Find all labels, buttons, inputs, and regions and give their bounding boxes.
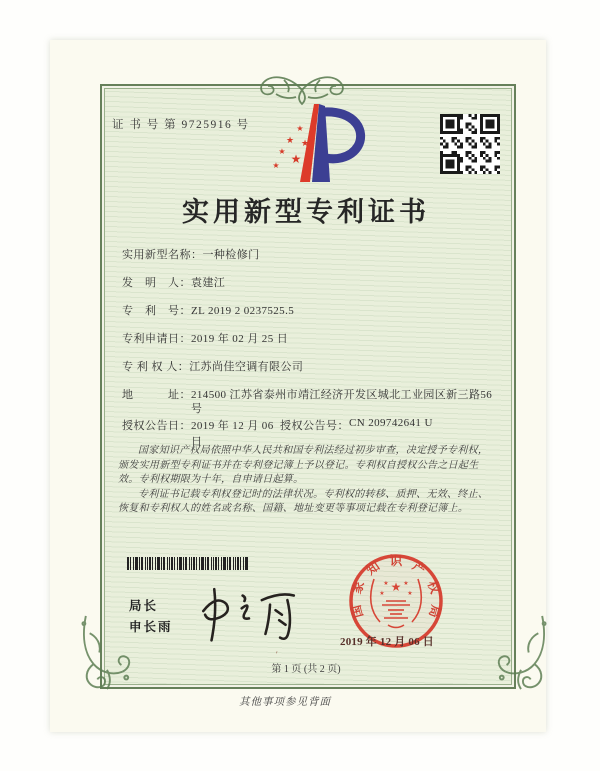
corner-ornament-left [78,614,136,691]
svg-text:★: ★ [300,139,310,149]
field-label: 发 明 人： [122,277,191,289]
seal-char: 权 [424,579,443,596]
grant-number-label: 授权公告号： [280,420,349,432]
page-number: 第 1 页 (共 2 页) [271,664,341,675]
field-row-filing-date [122,332,498,346]
svg-text:★: ★ [390,580,402,594]
cnipa-patent-logo-icon [260,98,370,190]
field-row-patentee [122,360,498,374]
field-value: 袁建江 [191,277,226,289]
corner-ornament-right [492,614,550,691]
page-mark: ′ [276,650,278,659]
seal-char: 产 [409,558,429,578]
signature [183,580,315,644]
field-value: 一种检修门 [202,249,260,261]
signer-name: 申长雨 [129,620,173,634]
field-value: 214500 江苏省泰州市靖江经济开发区城北工业园区新三路56号 [191,389,493,415]
grant-number-value: CN 209742641 U [349,417,433,429]
svg-text:★: ★ [278,147,286,156]
signer-title: 局长 [129,599,159,613]
field-value: 江苏尚佳空调有限公司 [189,361,304,373]
svg-text:★: ★ [290,152,302,166]
grant-date-label: 授权公告日： [122,420,191,432]
legal-paragraph-2: 专利证书记载专利权登记时的法律状况。专利权的转移、质押、无效、终止、恢复和专利权人的姓名或名称、国籍、地址变更等事项记载在专利登记簿上。 [118,488,489,515]
seal-char: 国 [348,603,366,620]
svg-text:★: ★ [296,124,304,133]
footer-note: 其他事项参见背面 [239,697,331,708]
legal-text [118,444,492,517]
field-row-inventor [122,276,498,290]
field-row-name [122,248,498,262]
certificate-number: 证 书 号 第 9725916 号 [112,119,250,131]
svg-text:★: ★ [272,161,280,170]
seal-date: 2019 年 12 月 06 日 [340,636,434,648]
seal-char: 识 [389,554,403,568]
grant-date-value: 2019 年 12 月 06 日 [191,420,274,448]
field-row-address [122,388,498,416]
field-label: 专 利 权 人： [122,361,190,373]
qr-code [440,114,500,174]
field-label: 专 利 号： [122,305,191,317]
svg-text:★: ★ [383,580,389,587]
svg-text:★: ★ [379,590,385,597]
field-label: 实用新型名称： [122,249,203,261]
field-value: 2019 年 02 月 25 日 [191,333,289,345]
legal-paragraph-1: 国家知识产权局依照中华人民共和国专利法经过初步审查，决定授予专利权，颁发实用新型专利证书并在专利登记簿上予以登记。专利权自授权公告之日起生效。专利权期限为十年，自申请日起算。 [118,445,489,486]
certificate-title: 实用新型专利证书 [182,197,430,227]
svg-text:★: ★ [403,580,409,587]
svg-text:★: ★ [407,590,413,597]
seal-char: 局 [426,603,444,620]
field-row-patent-number [122,304,498,318]
field-value: ZL 2019 2 0237525.5 [191,305,295,317]
seal-char: 家 [349,579,368,596]
field-label: 地 址： [122,389,191,401]
barcode [127,557,249,570]
seal-char: 知 [363,558,383,578]
field-label: 专利申请日： [122,333,191,345]
svg-text:★: ★ [285,136,295,146]
